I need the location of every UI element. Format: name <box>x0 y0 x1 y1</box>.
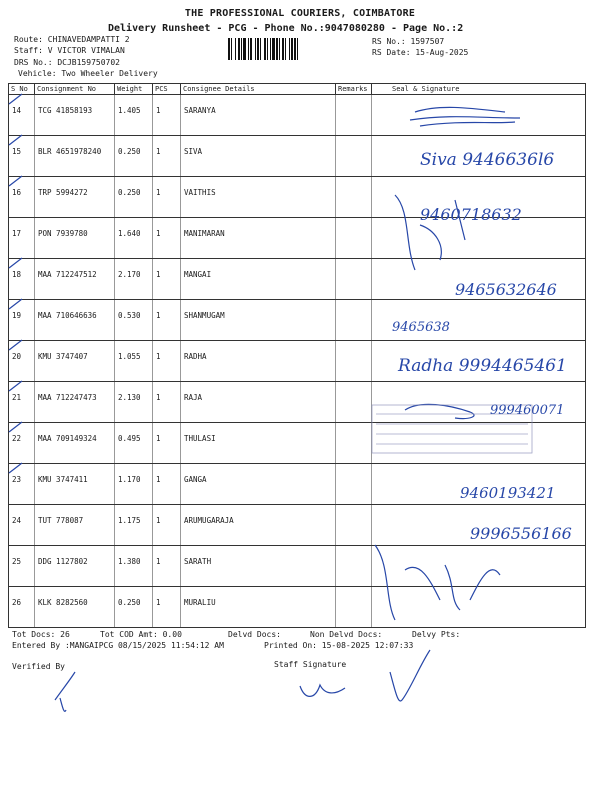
delvd-docs: Delvd Docs: <box>228 630 281 639</box>
non-delvd-docs: Non Delvd Docs: <box>310 630 383 639</box>
col-weight: Weight <box>115 84 153 95</box>
signature-row24: 9996556166 <box>470 524 572 543</box>
cell-pcs: 1 <box>153 218 181 259</box>
cell-pcs: 1 <box>153 423 181 464</box>
cell-consignment: TCG 41858193 <box>35 95 115 136</box>
route-label: Route: CHINAVEDAMPATTI 2 <box>14 35 130 44</box>
printed-on: Printed On: 15-08-2025 12:07:33 <box>264 641 414 650</box>
cell-pcs: 1 <box>153 546 181 587</box>
cell-consignment: KLK 8282560 <box>35 587 115 628</box>
rs-number: RS No.: 1597507 <box>372 37 445 46</box>
cell-consignee: MANIMARAN <box>181 218 336 259</box>
staff-label: Staff: V VICTOR VIMALAN <box>14 46 125 55</box>
cell-consignment: MAA 712247512 <box>35 259 115 300</box>
cell-consignee: MURALIU <box>181 587 336 628</box>
cell-pcs: 1 <box>153 259 181 300</box>
cell-consignment: MAA 710646636 <box>35 300 115 341</box>
cell-pcs: 1 <box>153 587 181 628</box>
cell-consignee: SIVA <box>181 136 336 177</box>
entered-by: Entered By :MANGAIPCG 08/15/2025 11:54:12 AM <box>12 641 224 650</box>
col-signature: Seal & Signature <box>372 84 586 95</box>
cell-consignment: BLR 4651978240 <box>35 136 115 177</box>
drs-number: DRS No.: DCJB159750702 <box>14 58 120 67</box>
cell-pcs: 1 <box>153 505 181 546</box>
cell-consignee: VAITHIS <box>181 177 336 218</box>
cell-consignee: ARUMUGARAJA <box>181 505 336 546</box>
delvy-pts: Delvy Pts: <box>412 630 461 639</box>
runsheet-title: Delivery Runsheet - PCG - Phone No.:9047080280 - Page No.:2 <box>108 23 464 34</box>
cell-weight: 0.250 <box>115 177 153 218</box>
cell-consignee: RADHA <box>181 341 336 382</box>
company-name: THE PROFESSIONAL COURIERS, COIMBATORE <box>184 8 416 19</box>
cell-consignment: PON 7939780 <box>35 218 115 259</box>
signature-row18: 9465632646 <box>455 280 557 299</box>
cell-weight: 2.130 <box>115 382 153 423</box>
col-sno: S No <box>9 84 35 95</box>
cell-sno: 21 <box>9 382 35 423</box>
cell-consignment: KMU 3747407 <box>35 341 115 382</box>
cell-weight: 1.405 <box>115 95 153 136</box>
cell-consignee: MANGAI <box>181 259 336 300</box>
cell-sno: 17 <box>9 218 35 259</box>
vehicle-label: Vehicle: Two Wheeler Delivery <box>18 69 158 78</box>
cell-weight: 1.380 <box>115 546 153 587</box>
cell-consignment: KMU 3747411 <box>35 464 115 505</box>
cell-consignee: THULASI <box>181 423 336 464</box>
tot-cod-amount: Tot COD Amt: 0.00 <box>100 630 182 639</box>
cell-pcs: 1 <box>153 300 181 341</box>
tot-docs: Tot Docs: 26 <box>12 630 70 639</box>
rs-date: RS Date: 15-Aug-2025 <box>372 48 469 57</box>
cell-consignee: RAJA <box>181 382 336 423</box>
signature-row20: Radha 9994465461 <box>398 356 567 376</box>
col-consignment: Consignment No <box>35 84 115 95</box>
cell-weight: 1.640 <box>115 218 153 259</box>
cell-pcs: 1 <box>153 341 181 382</box>
cell-sno: 23 <box>9 464 35 505</box>
cell-weight: 0.495 <box>115 423 153 464</box>
cell-consignment: TRP 5994272 <box>35 177 115 218</box>
cell-sno: 25 <box>9 546 35 587</box>
signature-row21: 999460071 <box>490 403 565 418</box>
cell-consignee: SARATH <box>181 546 336 587</box>
cell-consignee: SHANMUGAM <box>181 300 336 341</box>
col-consignee: Consignee Details <box>181 84 336 95</box>
cell-pcs: 1 <box>153 464 181 505</box>
cell-sno: 24 <box>9 505 35 546</box>
cell-sno: 26 <box>9 587 35 628</box>
cell-sno: 22 <box>9 423 35 464</box>
cell-sno: 16 <box>9 177 35 218</box>
col-pcs: PCS <box>153 84 181 95</box>
cell-weight: 2.170 <box>115 259 153 300</box>
cell-weight: 0.530 <box>115 300 153 341</box>
signature-row19: 9465638 <box>392 320 450 335</box>
signature-row23: 9460193421 <box>460 484 556 502</box>
cell-weight: 1.175 <box>115 505 153 546</box>
col-remarks: Remarks <box>336 84 372 95</box>
cell-consignment: DDG 1127802 <box>35 546 115 587</box>
cell-sno: 19 <box>9 300 35 341</box>
cell-sno: 15 <box>9 136 35 177</box>
cell-consignment: MAA 712247473 <box>35 382 115 423</box>
cell-consignee: SARANYA <box>181 95 336 136</box>
cell-weight: 1.055 <box>115 341 153 382</box>
signature-row16: 9460718632 <box>420 205 522 224</box>
signature-row15: Siva 9446636l6 <box>420 150 555 170</box>
cell-weight: 0.250 <box>115 587 153 628</box>
cell-pcs: 1 <box>153 177 181 218</box>
cell-weight: 0.250 <box>115 136 153 177</box>
cell-consignment: TUT 778087 <box>35 505 115 546</box>
cell-sno: 14 <box>9 95 35 136</box>
staff-signature-label: Staff Signature <box>274 660 347 669</box>
cell-sno: 18 <box>9 259 35 300</box>
cell-pcs: 1 <box>153 382 181 423</box>
cell-sno: 20 <box>9 341 35 382</box>
cell-consignee: GANGA <box>181 464 336 505</box>
cell-weight: 1.170 <box>115 464 153 505</box>
cell-consignment: MAA 709149324 <box>35 423 115 464</box>
cell-pcs: 1 <box>153 95 181 136</box>
verified-by-label: Verified By <box>12 662 65 671</box>
cell-pcs: 1 <box>153 136 181 177</box>
